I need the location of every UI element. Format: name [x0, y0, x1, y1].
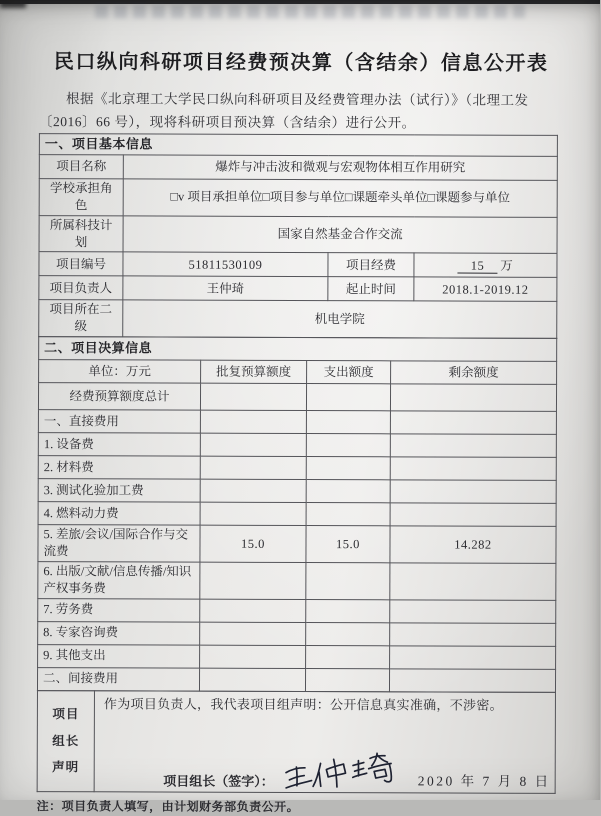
row-spent: [306, 480, 390, 503]
section1-header-row: [39, 134, 557, 156]
row-budget: [200, 502, 306, 525]
signature-date: 2020 年 7 月 8 日: [417, 772, 551, 789]
duration-value: 2018.1-2019.12: [414, 277, 557, 301]
row-budget: [200, 410, 306, 433]
budget-label: 项目经费: [328, 253, 414, 277]
footnote: 注：项目负责人填写，由计划财务部负责公开。: [36, 798, 300, 814]
side-label-line: 组长: [52, 733, 80, 748]
table-row: [38, 383, 556, 412]
row-remain: [390, 503, 556, 527]
settlement-table: [37, 336, 557, 692]
table-row: [39, 155, 557, 181]
row-budget: [200, 645, 306, 668]
row-budget: [200, 433, 306, 456]
pi-label: 项目负责人: [39, 276, 123, 300]
row-label: 一、直接费用: [38, 410, 200, 434]
row-label: 二、间接费用: [37, 667, 199, 691]
row-remain: [390, 457, 556, 481]
row-label: 4. 燃料动力费: [38, 502, 200, 526]
row-remain: [390, 384, 556, 412]
page-title: 民口纵向科研项目经费预决算（含结余）信息公开表: [53, 51, 549, 75]
row-budget: [200, 479, 306, 502]
side-label-line: 项目: [52, 707, 80, 722]
dept-value: 机电学院: [123, 300, 557, 338]
col-spent: 支出额度: [307, 361, 391, 384]
row-remain: [390, 646, 556, 670]
col-remaining: 剩余额度: [391, 361, 557, 385]
row-remain: [390, 434, 556, 458]
row-spent: [306, 563, 390, 600]
row-spent: [305, 668, 389, 691]
row-remain: [389, 669, 555, 693]
table-row: [38, 621, 556, 646]
sign-label: 项目组长（签字）：: [163, 773, 274, 790]
signature-row: [95, 768, 551, 792]
table-row: [38, 502, 556, 527]
basic-info-table: [38, 134, 558, 340]
row-spent: [306, 599, 390, 622]
row-label: 9. 其他支出: [38, 644, 200, 668]
table-row: [37, 690, 555, 793]
table-row: [39, 300, 557, 339]
dept-label: 项目所在二级: [39, 300, 123, 337]
row-remain: [390, 411, 556, 435]
col-approved-budget: 批复预算额度: [201, 360, 307, 383]
project-no-value: 51811530109: [123, 252, 328, 277]
col-unit: 单位：万元: [39, 360, 201, 384]
signature-handwriting: [280, 769, 398, 791]
row-spent: [306, 645, 390, 668]
table-row: [38, 410, 556, 435]
table-row: [39, 252, 557, 278]
budget-value-cell: [414, 253, 557, 277]
row-spent: [306, 434, 390, 457]
role-checkboxes: □v 项目承担单位□项目参与单位□课题牵头单位□课题参与单位: [123, 179, 557, 217]
declaration-side-label: [37, 690, 94, 791]
table-row: [38, 562, 556, 601]
row-budget: [200, 456, 306, 479]
declaration-table: [37, 690, 556, 794]
side-label-line: 声明: [52, 759, 80, 775]
row-remain: [390, 623, 556, 647]
row-label: 2. 材料费: [38, 456, 200, 480]
row-spent: [306, 384, 390, 411]
row-spent: 15.0: [306, 526, 390, 563]
row-label: 8. 专家咨询费: [38, 621, 200, 645]
table-row: [37, 667, 555, 692]
row-budget: [199, 668, 305, 691]
row-spent: [306, 622, 390, 645]
role-label: 学校承担角色: [39, 179, 123, 216]
table-row: [38, 644, 556, 669]
row-remain: [390, 563, 556, 600]
section2-header: 二、项目决算信息: [39, 337, 557, 362]
row-label: 3. 测试化验加工费: [38, 479, 200, 503]
project-no-label: 项目编号: [39, 252, 123, 276]
row-spent: [306, 457, 390, 480]
row-spent: [306, 503, 390, 526]
declaration-statement: 作为项目负责人，我代表项目组声明：公开信息真实准确，不涉密。: [103, 696, 503, 713]
row-label: 7. 劳务费: [38, 598, 200, 622]
row-label: 1. 设备费: [38, 433, 200, 457]
program-value: 国家自然基金合作交流: [123, 216, 557, 254]
section1-header: 一、项目基本信息: [39, 134, 557, 156]
duration-label: 起止时间: [328, 277, 414, 301]
table-row: [38, 525, 556, 564]
row-label: 6. 出版/文献/信息传播/知识产权事务费: [38, 562, 200, 599]
row-remain: [390, 600, 556, 624]
project-name-label: 项目名称: [39, 155, 123, 179]
column-header-row: [39, 360, 557, 385]
row-budget: [200, 622, 306, 645]
row-budget: [200, 599, 306, 622]
section2-header-row: [39, 337, 557, 362]
intro-paragraph: 根据《北京理工大学民口纵向科研项目及经费管理办法（试行）》（北理工发〔2016〕66 号），现将科研项目预决算（含结余）进行公开。: [38, 91, 529, 131]
table-row: [38, 598, 556, 623]
row-spent: [306, 411, 390, 434]
pi-name: 王仲琦: [123, 276, 328, 301]
budget-unit: 万: [500, 258, 514, 273]
table-row: [38, 456, 556, 481]
row-remain: [390, 480, 556, 504]
table-row: [39, 179, 557, 218]
row-budget: 15.0: [200, 525, 306, 562]
row-label: 经费预算额度总计: [38, 383, 200, 411]
table-row: [38, 479, 556, 504]
table-row: [39, 276, 557, 302]
table-row: [38, 433, 556, 458]
row-budget: [200, 562, 306, 599]
program-label: 所属科技计划: [39, 215, 123, 252]
table-row: [39, 215, 557, 254]
declaration-body-cell: [94, 691, 555, 794]
project-name-value: 爆炸与冲击波和微观与宏观物体相互作用研究: [123, 155, 557, 181]
row-budget: [200, 383, 306, 410]
row-remain: 14.282: [390, 526, 556, 563]
budget-amount: 15: [458, 259, 498, 274]
row-label: 5. 差旅/会议/国际合作与交流费: [38, 525, 200, 562]
